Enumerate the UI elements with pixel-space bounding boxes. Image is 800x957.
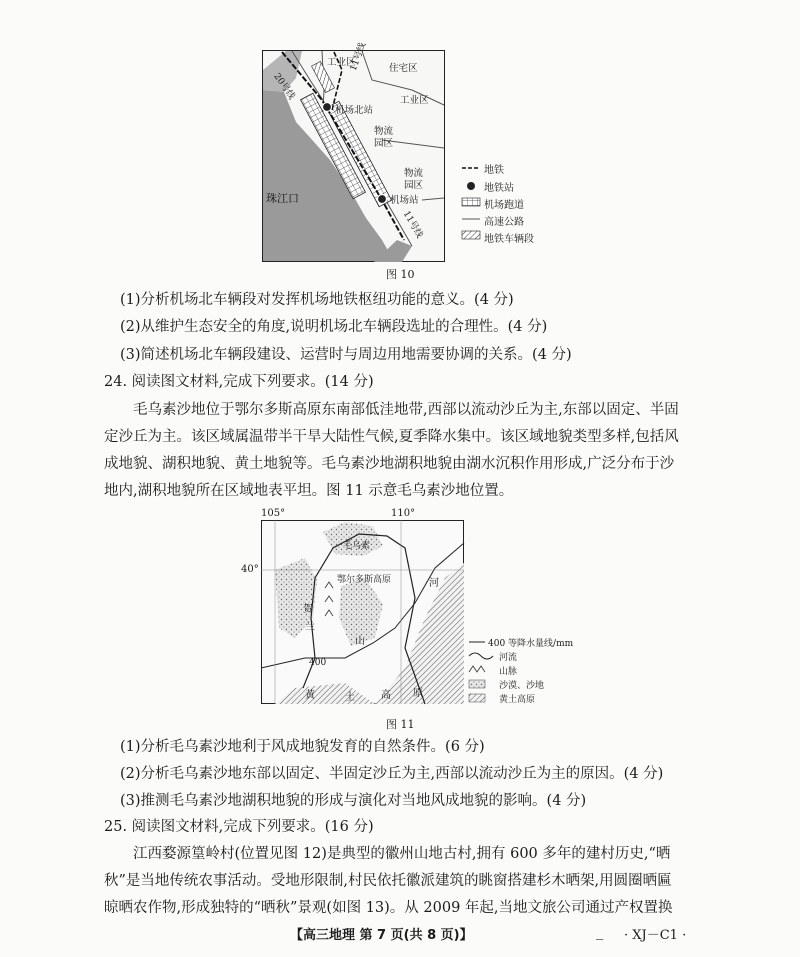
legend-loess: 黄土高原 [499, 695, 536, 705]
q24-item-1: (1)分析毛乌素沙地利于风成地貌发育的自然条件。(6 分) [120, 739, 485, 755]
label-loess-1: 黄 [305, 690, 315, 701]
q24-item-2: (2)分析毛乌素沙地东部以固定、半固定沙丘为主,西部以流动沙丘为主的原因。(4 分) [120, 766, 664, 782]
label-industrial-1: 工业区 [327, 57, 356, 68]
figure-11-caption: 图 11 [386, 718, 415, 731]
station-north-marker [323, 103, 332, 112]
label-loess-2: 土 [345, 692, 355, 703]
label-station-north: 机场北站 [335, 105, 374, 116]
footer-dash: _ [596, 924, 604, 940]
label-logistics-2: 物流园区 [404, 168, 424, 191]
label-lon-110: 110° [391, 508, 416, 519]
label-logistics-1: 物流园区 [374, 126, 394, 149]
legend-desert: 沙漠、沙地 [499, 681, 545, 691]
figure-11 [241, 508, 585, 708]
label-line11-top: 11号线 [348, 41, 369, 73]
label-lon-105: 105° [261, 508, 286, 519]
label-loess-4: 原 [413, 688, 423, 699]
label-desert: 毛乌素 [343, 541, 371, 551]
legend-station: 地铁站 [484, 183, 514, 194]
legend-highway: 高速公路 [484, 217, 524, 228]
q23-item-3: (3)简述机场北车辆段建设、运营时与周边用地需要协调的关系。(4 分) [120, 347, 572, 363]
legend-depot: 地铁车辆段 [484, 234, 534, 245]
figure-10-legend [462, 168, 480, 239]
q25-title: 25. 阅读图文材料,完成下列要求。(16 分) [104, 819, 374, 835]
label-line20: 20号线 [271, 71, 297, 102]
label-helan-3: 山 [355, 636, 365, 647]
label-station-airport: 机场站 [390, 195, 419, 206]
label-helan-1: 贺 [303, 604, 313, 615]
q24-item-3: (3)推测毛乌素沙地湖积地貌的形成与演化对当地风成地貌的影响。(4 分) [120, 793, 587, 809]
legend-runway: 机场跑道 [484, 200, 524, 211]
label-lat-40: 40° [241, 564, 259, 575]
q24-title: 24. 阅读图文材料,完成下列要求。(14 分) [104, 374, 374, 390]
label-line11-bottom: 11号线 [400, 209, 425, 241]
label-pearl-river: 珠江口 [266, 192, 299, 205]
label-industrial-2: 工业区 [400, 95, 429, 106]
label-ordos: 鄂尔多斯高原 [337, 575, 392, 585]
footer-right: · XJ－C1 · [624, 928, 687, 943]
q23-item-1: (1)分析机场北车辆段对发挥机场地铁枢纽功能的意义。(4 分) [120, 292, 514, 308]
label-loess-3: 高 [381, 690, 391, 701]
label-residential: 住宅区 [389, 63, 418, 74]
legend-river: 河流 [499, 653, 518, 663]
label-river-char: 河 [429, 578, 439, 589]
label-helan-2: 兰 [305, 622, 315, 633]
q24-paragraph: 毛乌素沙地位于鄂尔多斯高原东南部低洼地带,西部以流动沙丘为主,东部以固定、半固定沙丘为主。该区域属温带半干旱大陆性气候,夏季降水集中。该区域地貌类型多样,包括风成地貌、湖积地貌、黄土地貌等。毛乌素沙地湖积地貌由湖水沉积作用形成,广泛分布于沙地内,湖积地貌所在区域地表平坦。图 11 示意毛乌素沙地位置。 [104, 402, 679, 499]
station-airport-marker [378, 195, 387, 204]
q23-item-2: (2)从维护生态安全的角度,说明机场北车辆段选址的合理性。(4 分) [120, 319, 548, 335]
legend-metro: 地铁 [484, 165, 504, 176]
page-footer [0, 926, 800, 950]
legend-isoline: 400 等降水量线/mm [488, 639, 574, 649]
legend-mountain: 山脉 [499, 667, 518, 677]
figure-10 [262, 41, 534, 262]
q25-paragraph: 江西婺源篁岭村(位置见图 12)是典型的徽州山地古村,拥有 600 多年的建村历史,“晒秋”是当地传统农事活动。受地形限制,村民依托徽派建筑的眺窗搭建杉木晒架,用圆圈晒匾晾晒农作物,形成独特的“晒秋”景观(如图 13)。从 2009 年起,当地文旅公司通过产权置换 [104, 846, 673, 916]
footer-center: 【高三地理 第 7 页(共 8 页)】 [290, 928, 473, 943]
figure-11-legend [469, 642, 493, 702]
label-isoline-400: 400 [309, 658, 327, 668]
figure-10-caption: 图 10 [386, 268, 415, 281]
